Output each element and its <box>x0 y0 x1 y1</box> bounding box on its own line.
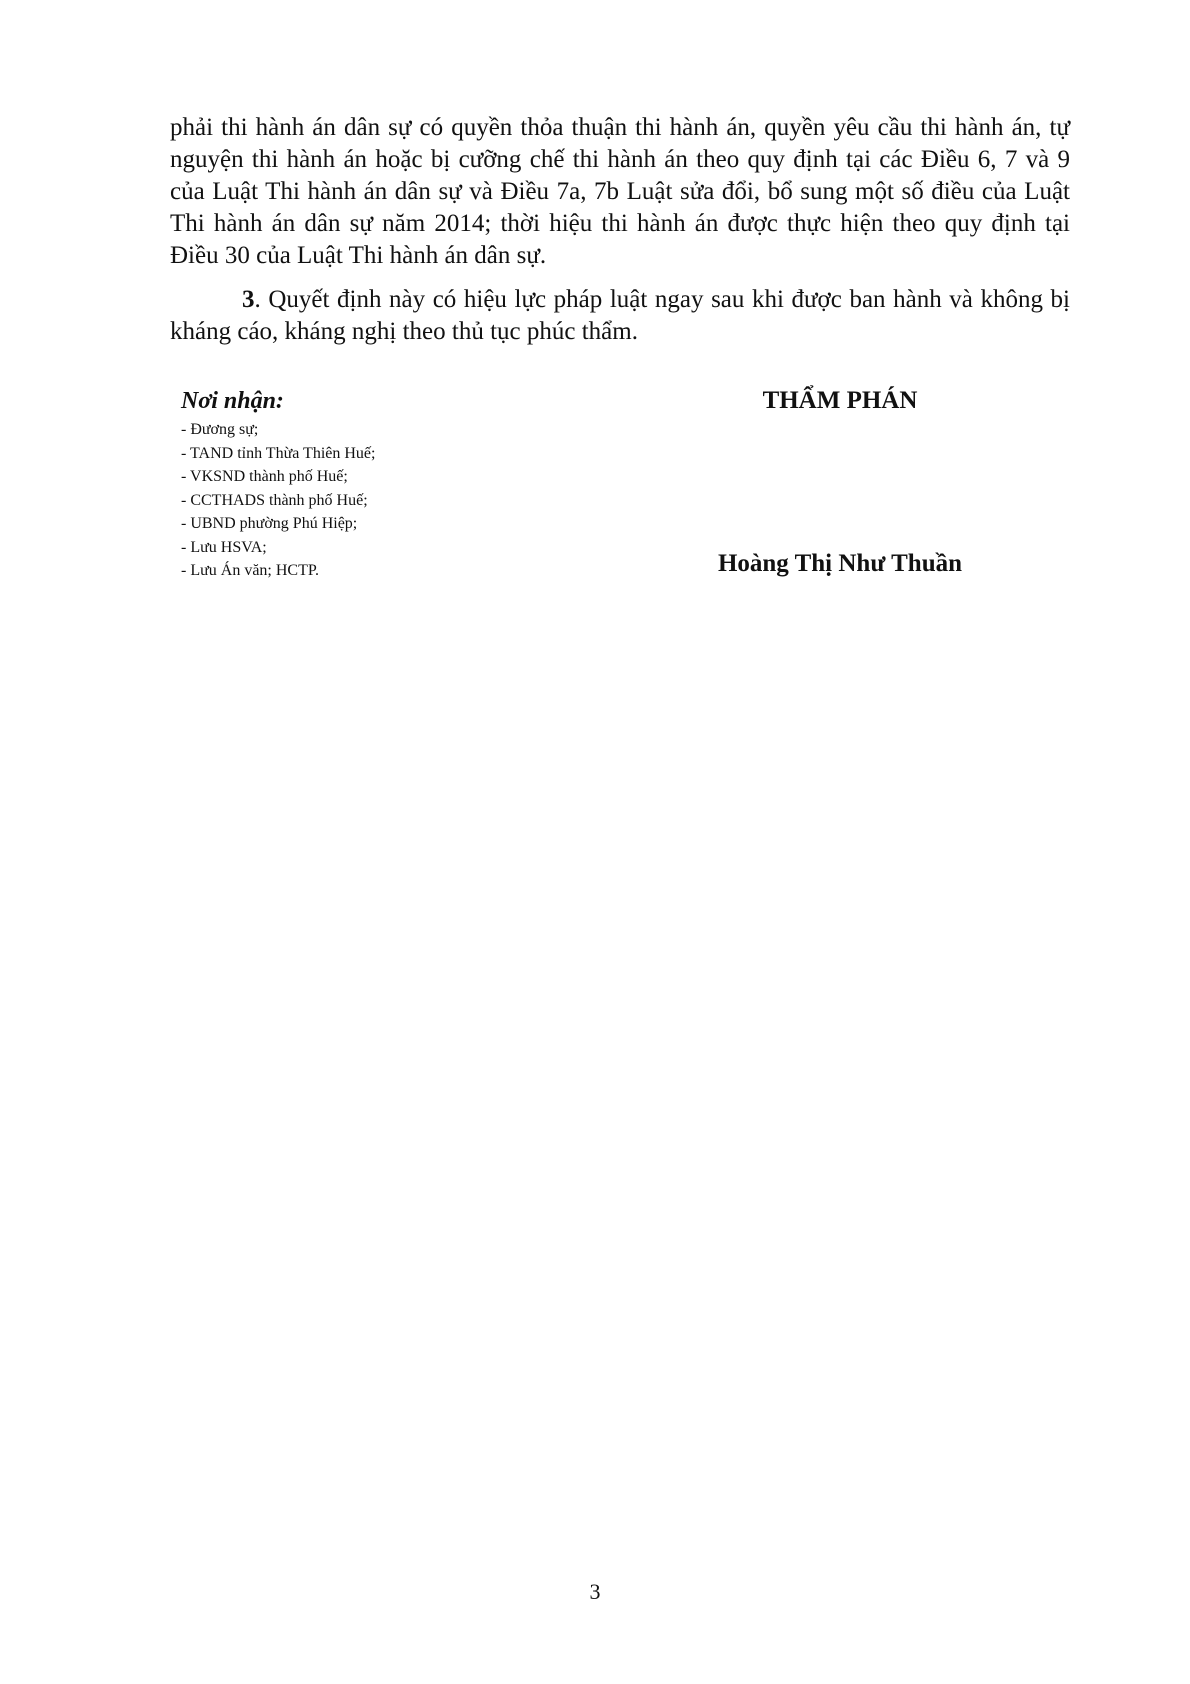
signer-name: Hoàng Thị Như Thuần <box>717 550 963 577</box>
recipient-item: - Đương sự; <box>181 421 259 438</box>
document-body <box>170 112 1070 348</box>
paragraph-3-text: . Quyết định này có hiệu lực pháp luật ngay sau khi được ban hành và không bị kháng cáo, kháng nghị theo thủ tục phúc thẩm. <box>170 286 1070 345</box>
signer-role: THẨM PHÁN <box>762 387 918 414</box>
signature-block <box>690 386 990 577</box>
recipient-item: - UBND phường Phú Hiệp; <box>181 515 358 532</box>
recipient-item: - Lưu HSVA; <box>181 538 267 556</box>
paragraph-3-number: 3 <box>242 286 255 313</box>
recipient-item: - CCTHADS thành phố Huế; <box>181 491 368 509</box>
paragraph-continued: phải thi hành án dân sự có quyền thỏa thuận thi hành án, quyền yêu cầu thi hành án, tự nguyện thi hành án hoặc bị cưỡng chế thi hành án theo quy định tại các Điều 6, 7 và 9 của Luật Thi hành án dân sự và Điều 7a, 7b Luật sửa đổi, bổ sung một số điều của Luật Thi hành án dân sự năm 2014; thời hiệu thi hành án được thực hiện theo quy định tại Điều 30 của Luật Thi hành án dân sự. <box>170 114 1070 269</box>
recipients-list <box>181 418 541 583</box>
recipient-item: - TAND tỉnh Thừa Thiên Huế; <box>181 444 376 462</box>
recipients-title: Nơi nhận: <box>181 388 284 414</box>
recipients-block <box>181 386 541 583</box>
recipient-item: - Lưu Án văn; HCTP. <box>181 562 319 579</box>
page-number: 3 <box>589 1579 601 1604</box>
paragraph-3 <box>170 284 1070 348</box>
recipient-item: - VKSND thành phố Huế; <box>181 468 348 485</box>
